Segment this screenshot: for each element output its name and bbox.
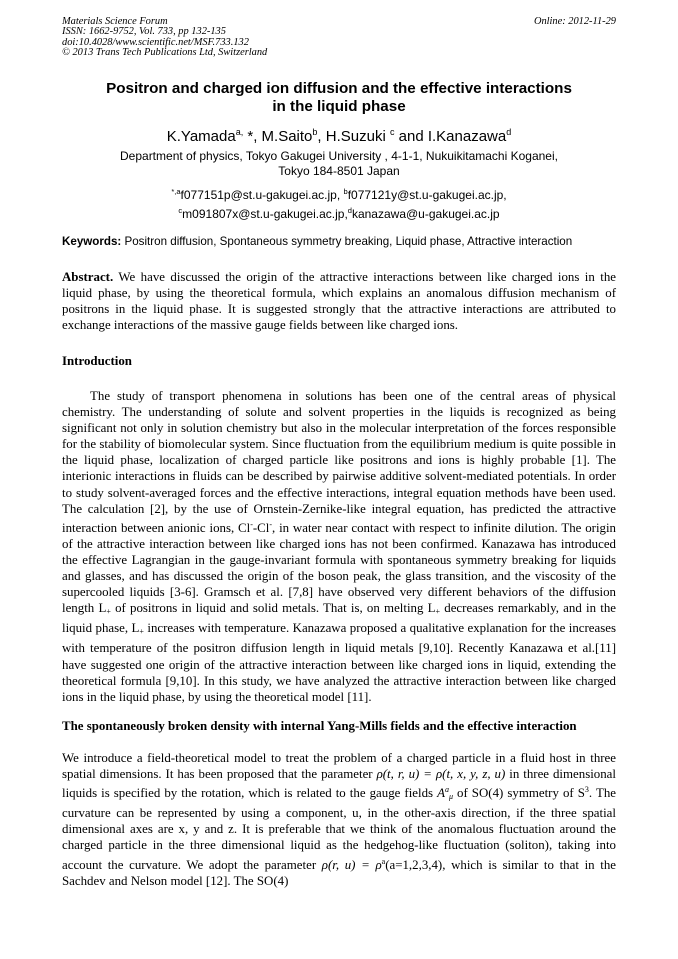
journal-header bbox=[62, 17, 267, 58]
sec-text-3: of SO(4) symmetry of S bbox=[452, 786, 585, 801]
email-d[interactable]: kanazawa@u-gakugei.ac.jp bbox=[351, 207, 500, 221]
author-emails bbox=[62, 184, 616, 222]
abstract bbox=[62, 269, 616, 333]
paper-title bbox=[62, 80, 616, 116]
lplus-sub-1: + bbox=[106, 607, 111, 617]
author-2-mark: b bbox=[312, 127, 318, 137]
copyright-line: © 2013 Trans Tech Publications Ltd, Switzerland bbox=[62, 46, 268, 58]
sec-text-1: We introduce a field-theoretical model to treat the problem of a charged particle in a fluid host in three spatial dimensions. It has been proposed that the parameter bbox=[62, 751, 616, 782]
intro-text-4: of positrons in liquid and solid metals. That is, on melting L bbox=[110, 601, 436, 616]
email-mark-d: d bbox=[347, 206, 352, 215]
affiliation bbox=[80, 149, 598, 179]
author-list: K.Yamada$^{a,}$ *, M.Saito$^b$, H.Suzuki $^c$ and I.Kanazawa$^d$ bbox=[166, 127, 512, 145]
email-mark-c: c bbox=[178, 206, 183, 215]
abstract-text: We have discussed the origin of the attractive interactions between like charged ions in the liquid phase, by using the theoretical formula, which explains an anomalous diffusion mechanism of positrons in the liquid phase. It is suggested strongly that the attractive interactions are attributed to exchange interactions of the massive gauge fields between like charged ions. bbox=[62, 270, 616, 333]
author-1: K.Yamada bbox=[166, 128, 236, 145]
introduction-paragraph bbox=[62, 388, 616, 705]
sec-text-4: . The curvature can be represented by using a component, u, in the other-axis direction, if the three spatial dimensional axes are x, y and z. It is preferable that we think of the anomalous fluctuation around the charged particle in the three dimensional liquid as the hedgehog-like fluctuation (soliton), taking into account the curvature. We adopt the parameter bbox=[62, 786, 616, 872]
lplus-sub-3: + bbox=[139, 627, 144, 637]
email-mark-a: *,a bbox=[171, 187, 181, 196]
intro-text-2: -Cl bbox=[252, 520, 270, 535]
journal-name: Materials Science Forum bbox=[62, 16, 168, 27]
title-line-1: Positron and charged ion diffusion and the effective interactions bbox=[106, 80, 572, 97]
author-3: H.Suzuki bbox=[325, 128, 390, 145]
issn-line: ISSN: 1662-9752, Vol. 733, pp 132-135 bbox=[62, 26, 226, 38]
section-heading-yang-mills: The spontaneously broken density with internal Yang-Mills fields and the effective interaction bbox=[62, 719, 577, 733]
abstract-label: Abstract. bbox=[62, 270, 114, 284]
intro-text-6: increases with temperature. Kanazawa proposed a qualitative explanation for the increases with temperature of the positron diffusion length in liquid metals [9,10]. Recently Kanazawa et al.[11] have suggested one origin of the attractive interaction between like charged ions in liquid, extending the theoretical formula [9,10]. In this study, we have analyzed the attractive interaction between like charged ions in the liquid phase, by using the theoretical model [11]. bbox=[62, 621, 616, 704]
intro-text-3: , in water near contact with respect to infinite dilution. The origin of the attractive interaction between like charged ions has not been confirmed. Kanazawa has introduced the effective Lagrangian in the gauge-invariant formula with spontaneous symmetry breaking for liquids and glasses, and has discussed the origin of the boson peak, the glass transition, and the viscosity of the supercooled liquids [3-6]. Gramsch et al. [7,8] have observed very different behaviors of the diffusion length L bbox=[62, 520, 616, 616]
gauge-field-sub: μ bbox=[448, 792, 453, 802]
title-line-2: in the liquid phase bbox=[272, 98, 406, 115]
ion-charge-2: - bbox=[269, 519, 273, 529]
rho-parameter-equation: ρ(r, u) = ρ bbox=[321, 857, 382, 872]
doi-line: doi:10.4028/www.scientific.net/MSF.733.132 bbox=[62, 36, 249, 48]
author-4: and I.Kanazawa bbox=[398, 128, 507, 145]
sphere-dim-sup: 3 bbox=[584, 785, 589, 795]
email-a[interactable]: f077151p@st.u-gakugei.ac.jp, bbox=[180, 188, 344, 202]
affiliation-line-1: Department of physics, Tokyo Gakugei University , 4-1-1, Nukuikitamachi Koganei, bbox=[120, 149, 558, 163]
ion-charge-1: - bbox=[250, 519, 253, 529]
introduction-heading: Introduction bbox=[62, 354, 132, 368]
email-line-1 bbox=[62, 184, 616, 203]
sec-text-2: in three dimensional liquids is specified by the rotation, which is related to the gauge fields bbox=[62, 767, 616, 801]
keywords-text: Positron diffusion, Spontaneous symmetry breaking, Liquid phase, Attractive interaction bbox=[121, 235, 573, 248]
affiliation-line-2: Tokyo 184-8501 Japan bbox=[278, 164, 400, 178]
section-paragraph bbox=[62, 750, 616, 889]
rho-parameter-sup: a bbox=[381, 856, 386, 866]
intro-text-5: decreases remarkably, and in the liquid phase, L bbox=[62, 601, 616, 636]
author-3-mark: c bbox=[389, 127, 395, 137]
author-4-mark: d bbox=[506, 127, 512, 137]
author-2: M.Saito bbox=[261, 128, 313, 145]
email-c[interactable]: m091807x@st.u-gakugei.ac.jp, bbox=[182, 207, 348, 221]
keywords bbox=[62, 235, 622, 249]
online-date: Online: 2012-11-29 bbox=[533, 16, 616, 27]
sec-text-5: (a=1,2,3,4), which is similar to that in the Sachdev and Nelson model [12]. The SO(4) bbox=[62, 857, 616, 888]
author-1-mark: a, bbox=[235, 127, 244, 137]
email-mark-b: b bbox=[343, 187, 348, 196]
email-b[interactable]: f077121y@st.u-gakugei.ac.jp, bbox=[347, 188, 507, 202]
corresponding-mark: *, bbox=[243, 128, 262, 145]
intro-text-1: The study of transport phenomena in solutions has been one of the central areas of physical chemistry. The understanding of solute and solvent properties in the liquids is recognized as being significant not only in solution chemistry but also in the molecular interpretation of the forces responsible for the stability of biomolecular system. Since fluctuation from the equilibrium medium is quite possible in the liquid phase, localization of charged particle like positrons and ions is highly probable [1]. The interionic interactions in fluids can be described by pairwise additive solvent-mediated potentials. In order to study solvent-averaged forces and the effective interactions, integral equation methods have been used. The calculation [2], by the use of Ornstein-Zernike-like integral equation, has predicted the attractive interaction between anionic ions, Cl bbox=[62, 389, 616, 535]
email-line-2 bbox=[62, 203, 616, 222]
rho-equation: ρ(t, r, u) = ρ(t, x, y, z, u) bbox=[376, 767, 506, 782]
gauge-field-symbol: A bbox=[437, 786, 445, 801]
lplus-sub-2: + bbox=[435, 607, 441, 617]
keywords-label: Keywords: bbox=[62, 235, 122, 248]
gauge-field-sup: a bbox=[444, 785, 449, 795]
